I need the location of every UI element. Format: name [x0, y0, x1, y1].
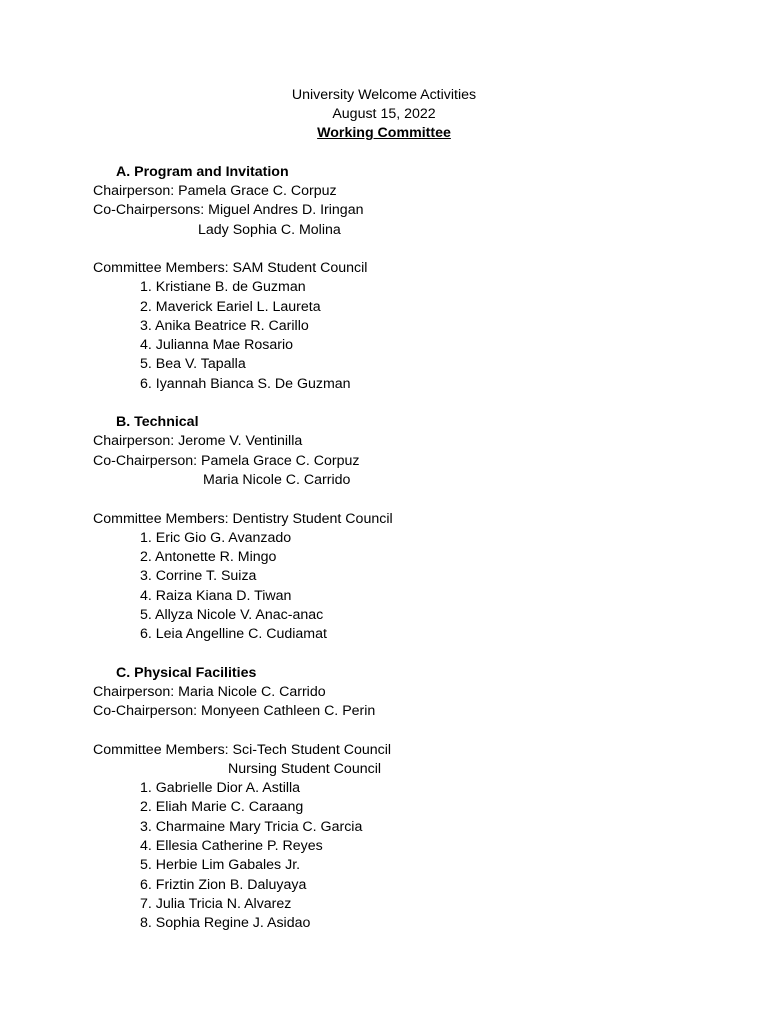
list-item: 5. Allyza Nicole V. Anac-anac: [140, 607, 324, 623]
section-a-chair: Chairperson: Pamela Grace C. Corpuz: [93, 183, 337, 199]
list-item: 5. Herbie Lim Gabales Jr.: [140, 857, 301, 873]
section-c-heading: C. Physical Facilities: [116, 665, 257, 681]
section-b-cochair-2: Maria Nicole C. Carrido: [203, 472, 351, 488]
event-title: University Welcome Activities: [291, 87, 477, 103]
list-item: 3. Anika Beatrice R. Carillo: [140, 318, 309, 334]
list-item: 4. Raiza Kiana D. Tiwan: [140, 588, 292, 604]
list-item: 4. Ellesia Catherine P. Reyes: [140, 838, 323, 854]
list-item: 4. Julianna Mae Rosario: [140, 337, 293, 353]
list-item: 3. Charmaine Mary Tricia C. Garcia: [140, 819, 363, 835]
list-item: 8. Sophia Regine J. Asidao: [140, 915, 311, 931]
section-b-heading: B. Technical: [116, 414, 199, 430]
list-item: 6. Leia Angelline C. Cudiamat: [140, 626, 327, 642]
section-a-cochair: Co-Chairpersons: Miguel Andres D. Iringan: [93, 202, 364, 218]
section-c-members-label: Committee Members: Sci-Tech Student Council: [93, 742, 392, 758]
section-b-chair: Chairperson: Jerome V. Ventinilla: [93, 433, 303, 449]
list-item: 1. Kristiane B. de Guzman: [140, 279, 306, 295]
event-date: August 15, 2022: [332, 106, 436, 122]
list-item: 3. Corrine T. Suiza: [140, 568, 257, 584]
list-item: 2. Maverick Eariel L. Laureta: [140, 299, 321, 315]
list-item: 1. Gabrielle Dior A. Astilla: [140, 780, 301, 796]
section-c-members-label-2: Nursing Student Council: [228, 761, 381, 777]
section-a-heading: A. Program and Invitation: [116, 164, 289, 180]
list-item: 6. Friztin Zion B. Daluyaya: [140, 877, 307, 893]
document-title: Working Committee: [317, 125, 451, 141]
list-item: 6. Iyannah Bianca S. De Guzman: [140, 376, 351, 392]
section-a-members-label: Committee Members: SAM Student Council: [93, 260, 368, 276]
section-c-chair: Chairperson: Maria Nicole C. Carrido: [93, 684, 326, 700]
list-item: 2. Antonette R. Mingo: [140, 549, 277, 565]
section-c-cochair: Co-Chairperson: Monyeen Cathleen C. Perin: [93, 703, 376, 719]
section-b-members-label: Committee Members: Dentistry Student Council: [93, 511, 393, 527]
list-item: 7. Julia Tricia N. Alvarez: [140, 896, 292, 912]
list-item: 2. Eliah Marie C. Caraang: [140, 799, 304, 815]
list-item: 5. Bea V. Tapalla: [140, 356, 246, 372]
section-a-cochair-2: Lady Sophia C. Molina: [198, 222, 341, 238]
list-item: 1. Eric Gio G. Avanzado: [140, 530, 292, 546]
section-b-cochair: Co-Chairperson: Pamela Grace C. Corpuz: [93, 453, 360, 469]
